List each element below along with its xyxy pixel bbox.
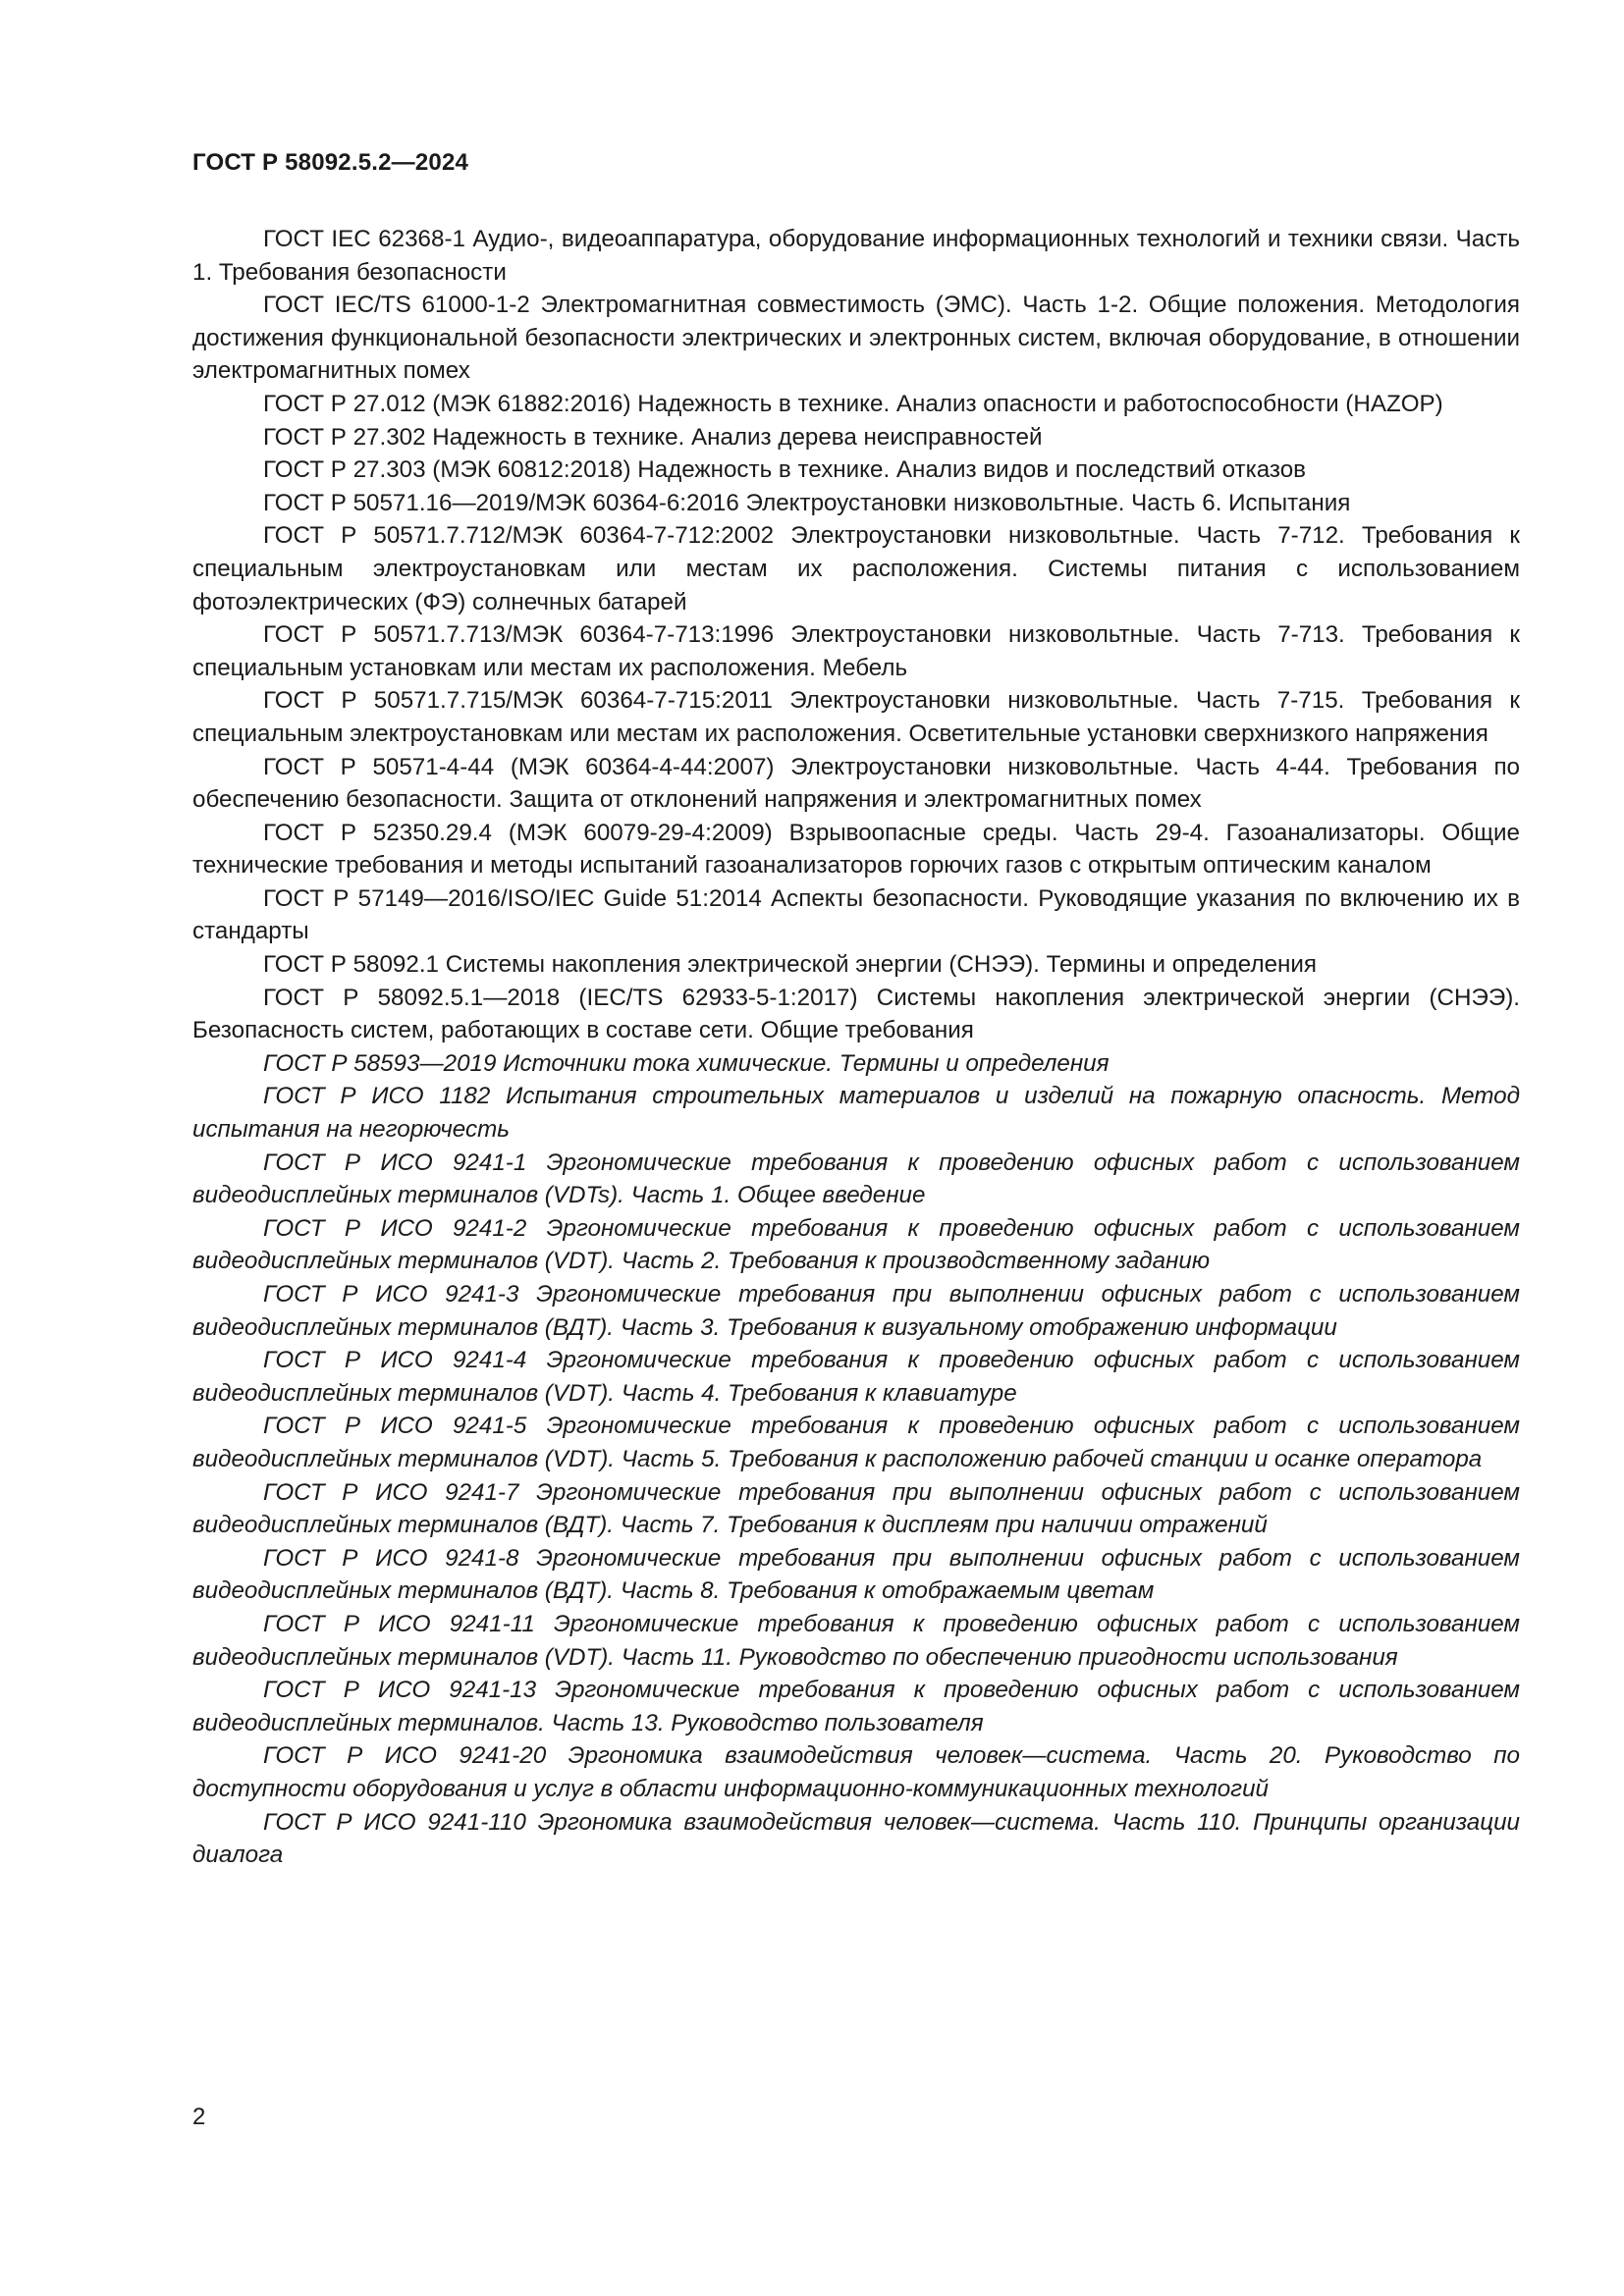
reference-entry: ГОСТ Р ИСО 9241-8 Эргономические требования при выполнении офисных работ с использованием видеодисплейных терминалов (ВДТ). Часть 8. Требования к отображаемым цветам (192, 1544, 1520, 1605)
reference-entry: ГОСТ Р 50571.7.713/МЭК 60364-7-713:1996 Электроустановки низковольтные. Часть 7-713. Требования к специальным установкам или местам их расположения. Мебель (192, 621, 1520, 681)
page-number: 2 (192, 2104, 206, 2130)
reference-entry: ГОСТ Р ИСО 9241-3 Эргономические требования при выполнении офисных работ с использованием видеодисплейных терминалов (ВДТ). Часть 3. Требования к визуальному отображению информации (192, 1281, 1520, 1341)
reference-entry: ГОСТ Р 50571.7.715/МЭК 60364-7-715:2011 Электроустановки низковольтные. Часть 7-715. Требования к специальным электроустановкам или местам их расположения. Осветительные установки сверхнизкого напряжения (192, 687, 1520, 747)
reference-entry: ГОСТ Р ИСО 9241-5 Эргономические требования к проведению офисных работ с использованием видеодисплейных терминалов (VDT). Часть 5. Требования к расположению рабочей станции и осанке оператора (192, 1413, 1520, 1472)
reference-entry: ГОСТ Р 50571.7.712/МЭК 60364-7-712:2002 Электроустановки низковольтные. Часть 7-712. Требования к специальным электроустановкам или местам их расположения. Системы питания с использованием фотоэлектрических (ФЭ) солнечных батарей (192, 522, 1520, 615)
reference-entry: ГОСТ Р ИСО 9241-7 Эргономические требования при выполнении офисных работ с использованием видеодисплейных терминалов (ВДТ). Часть 7. Требования к дисплеям при наличии отражений (192, 1478, 1520, 1539)
reference-entry: ГОСТ Р ИСО 9241-11 Эргономические требования к проведению офисных работ с использованием видеодисплейных терминалов (VDT). Часть 11. Руководство по обеспечению пригодности использования (192, 1610, 1520, 1671)
reference-entry: ГОСТ Р ИСО 9241-110 Эргономика взаимодействия человек—система. Часть 110. Принципы организации диалога (192, 1808, 1520, 1869)
reference-entry: ГОСТ Р ИСО 9241-13 Эргономические требования к проведению офисных работ с использованием видеодисплейных терминалов. Часть 13. Руководство пользователя (192, 1677, 1520, 1736)
document-code-header: ГОСТ Р 58092.5.2—2024 (192, 149, 469, 176)
reference-entry: ГОСТ Р ИСО 1182 Испытания строительных материалов и изделий на пожарную опасность. Метод испытания на негорючесть (192, 1083, 1520, 1144)
reference-entry: ГОСТ Р 27.012 (МЭК 61882:2016) Надежность в технике. Анализ опасности и работоспособности (HAZOP) (263, 390, 1443, 417)
reference-entry: ГОСТ Р ИСО 9241-20 Эргономика взаимодействия человек—система. Часть 20. Руководство по доступности оборудования и услуг в области информационно-коммуникационных технологий (192, 1742, 1520, 1802)
reference-entry: ГОСТ Р 27.303 (МЭК 60812:2018) Надежность в технике. Анализ видов и последствий отказов (263, 456, 1306, 484)
reference-entry: ГОСТ Р ИСО 9241-2 Эргономические требования к проведению офисных работ с использованием видеодисплейных терминалов (VDT). Часть 2. Требования к производственному заданию (192, 1214, 1520, 1275)
normative-references-list (192, 223, 1520, 1872)
reference-entry: ГОСТ Р ИСО 9241-1 Эргономические требования к проведению офисных работ с использованием видеодисплейных терминалов (VDTs). Часть 1. Общее введение (192, 1148, 1520, 1209)
reference-entry: ГОСТ IEC 62368-1 Аудио-, видеоаппаратура, оборудование информационных технологий и техники связи. Часть 1. Требования безопасности (192, 226, 1520, 286)
reference-entry: ГОСТ Р 52350.29.4 (МЭК 60079-29-4:2009) Взрывоопасные среды. Часть 29-4. Газоанализаторы. Общие технические требования и методы испытаний газоанализаторов горючих газов с открытым оптическим каналом (192, 819, 1520, 880)
reference-entry: ГОСТ Р 50571.16—2019/МЭК 60364-6:2016 Электроустановки низковольтные. Часть 6. Испытания (263, 489, 1351, 516)
reference-entry: ГОСТ Р ИСО 9241-4 Эргономические требования к проведению офисных работ с использованием видеодисплейных терминалов (VDT). Часть 4. Требования к клавиатуре (192, 1347, 1520, 1407)
reference-entry: ГОСТ Р 50571-4-44 (МЭК 60364-4-44:2007) Электроустановки низковольтные. Часть 4-44. Требования по обеспечению безопасности. Защита от отклонений напряжения и электромагнитных помех (192, 753, 1520, 814)
reference-entry: ГОСТ IEC/TS 61000-1-2 Электромагнитная совместимость (ЭМС). Часть 1-2. Общие положения. Методология достижения функциональной безопасности электрических и электронных систем, включая оборудование, в отношении электромагнитных помех (192, 292, 1520, 385)
reference-entry: ГОСТ Р 27.302 Надежность в технике. Анализ дерева неисправностей (263, 423, 1043, 451)
reference-entry: ГОСТ Р 58092.1 Системы накопления электрической энергии (СНЭЭ). Термины и определения (263, 951, 1317, 979)
reference-entry: ГОСТ Р 57149—2016/ISO/IEC Guide 51:2014 Аспекты безопасности. Руководящие указания по включению их в стандарты (192, 884, 1520, 945)
reference-entry: ГОСТ Р 58593—2019 Источники тока химические. Термины и определения (263, 1049, 1110, 1077)
reference-entry: ГОСТ Р 58092.5.1—2018 (IEC/TS 62933-5-1:2017) Системы накопления электрической энергии (СНЭЭ). Безопасность систем, работающих в составе сети. Общие требования (192, 984, 1520, 1044)
